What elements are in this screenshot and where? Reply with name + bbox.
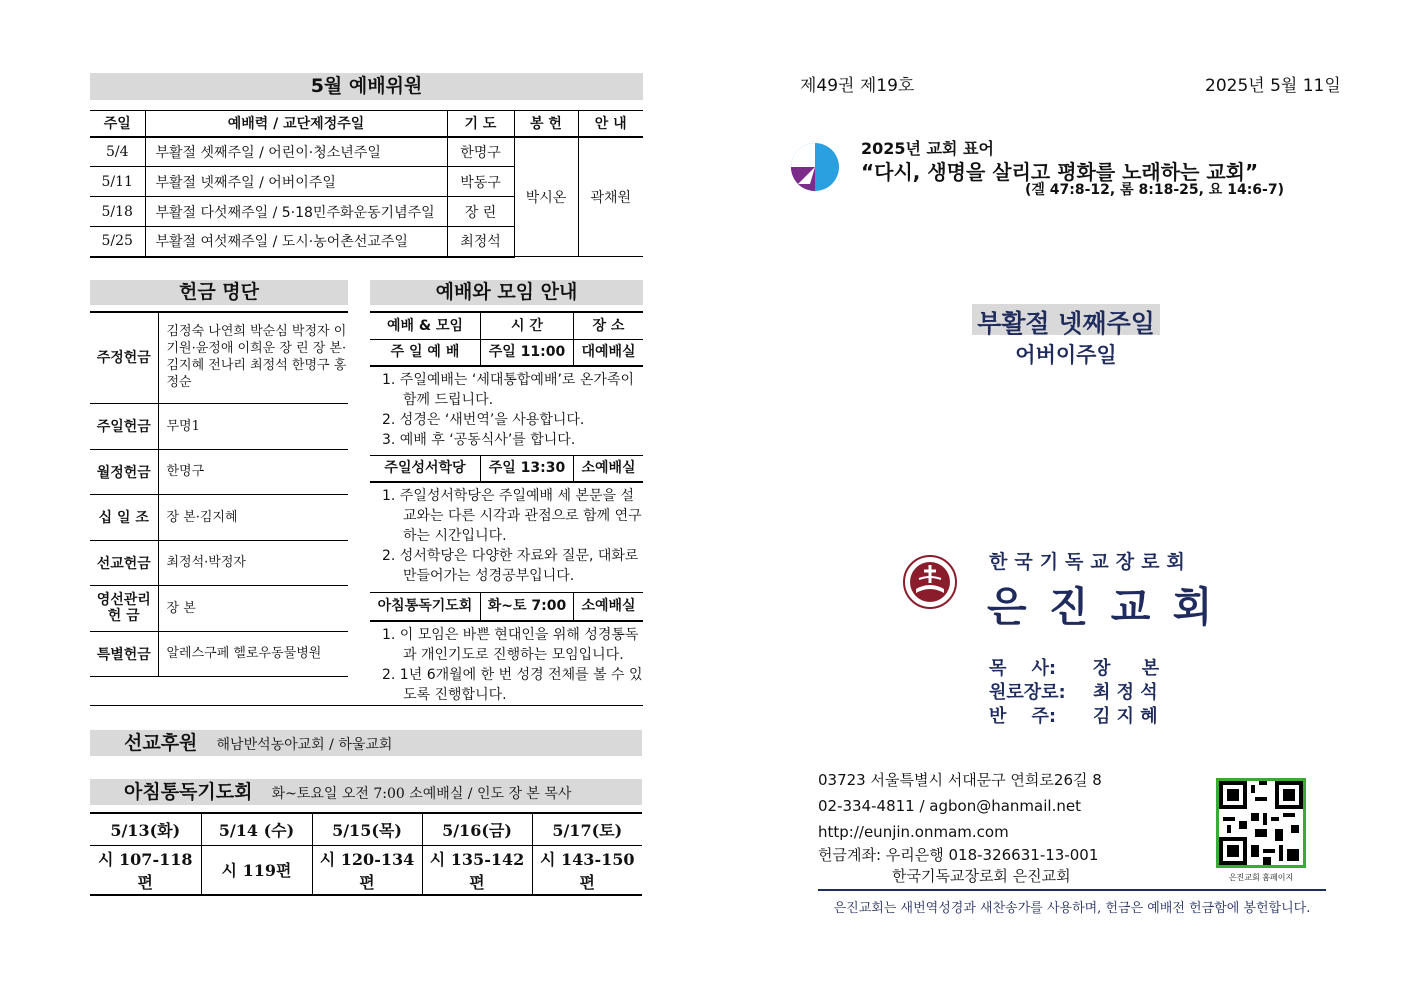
contact-block [818, 767, 1102, 887]
table-row [90, 403, 348, 449]
list-item: 1. 주일성서학당은 주일예배 세 본문을 설교와는 다른 시각과 관점으로 함께 연구하는 시간입니다. [382, 488, 642, 544]
row-service: 부활절 셋째주일 / 어린이·청소년주일 [145, 137, 447, 167]
offering-value: 최정석·박정자 [158, 540, 348, 585]
list-item: 1. 주일예배는 ‘세대통합예배’로 온가족이 함께 드립니다. [382, 372, 634, 408]
notes-morning [370, 622, 643, 705]
row-prayer: 한명구 [447, 137, 514, 167]
staff-role: 원로장로: [989, 682, 1066, 703]
col-header-offering: 봉 헌 [514, 111, 578, 137]
reading-day: 5/16(금) [422, 813, 532, 845]
row-date: 5/25 [90, 227, 145, 257]
reading-day: 5/17(토) [532, 813, 642, 845]
list-item: 2. 성서학당은 다양한 자료와 질문, 대화로 만들어가는 성경공부입니다. [382, 548, 639, 584]
offering-value: 한명구 [158, 449, 348, 494]
row-prayer: 최정석 [447, 227, 514, 257]
notes-bible [370, 483, 643, 593]
offering-person-cell: 박시온 [514, 137, 578, 257]
meeting-place: 소예배실 [573, 456, 643, 481]
motto-reference: (겔 47:8-12, 롬 8:18-25, 요 14:6-7) [1025, 182, 1284, 198]
staff-row [989, 657, 1159, 681]
offering-value: 김정숙 나연희 박순심 박정자 이기원·윤정애 이희운 장 린 장 본·김지혜 전나리 최정석 한명구 홍정순 [158, 312, 348, 403]
reading-passage: 시 120-134편 [312, 845, 422, 895]
schedule-row-morning [370, 593, 643, 622]
staff-row [989, 705, 1159, 729]
offering-value: 장 본 [158, 585, 348, 631]
table-row [90, 631, 348, 676]
row-prayer: 장 린 [447, 197, 514, 227]
issue-date: 2025년 5월 11일 [1205, 76, 1341, 96]
reading-passage: 시 107-118편 [90, 845, 201, 895]
motto-text: “다시, 생명을 살리고 평화를 노래하는 교회” [861, 160, 1259, 184]
table-row [90, 449, 348, 494]
list-item: 2. 성경은 ‘새번역’을 사용합니다. [382, 412, 585, 428]
motto-icon [790, 142, 840, 192]
motto-label: 2025년 교회 표어 [861, 139, 994, 158]
mission-title: 선교후원 [124, 732, 198, 754]
denomination: 한국기독교장로회 [989, 551, 1192, 573]
row-prayer: 박동구 [447, 167, 514, 197]
volume-number: 제49권 제19호 [800, 76, 915, 96]
offering-label: 월정헌금 [90, 449, 158, 494]
col-header-prayer: 기 도 [447, 111, 514, 137]
row-service: 부활절 다섯째주일 / 5·18민주화운동기념주일 [145, 197, 447, 227]
row-service: 부활절 넷째주일 / 어버이주일 [145, 167, 447, 197]
offering-value: 장 본·김지혜 [158, 494, 348, 540]
schedule-header [370, 311, 643, 340]
meeting-time: 화~토 7:00 [480, 593, 573, 620]
footer-note: 은진교회는 새번역성경과 새찬송가를 사용하며, 헌금은 예배전 헌금함에 봉헌합니다. [833, 901, 1311, 916]
offering-label: 주일헌금 [90, 403, 158, 449]
meeting-name: 주일성서학당 [384, 460, 466, 476]
col-header-usher: 안 내 [578, 111, 643, 137]
account: 헌금계좌: 우리은행 018-326631-13-001 [818, 846, 1099, 864]
table-row [90, 494, 348, 540]
account-holder: 한국기독교장로회 은진교회 [892, 867, 1071, 885]
table-row [90, 813, 642, 845]
row-date: 5/11 [90, 167, 145, 197]
schedule-row-sunday [370, 340, 643, 367]
usher-cell: 곽채원 [578, 137, 643, 257]
footer-rule [818, 889, 1326, 891]
morning-prayer-bar [90, 779, 642, 805]
offering-label: 주정헌금 [90, 312, 158, 403]
worship-committee-title: 5월 예배위원 [90, 73, 643, 100]
sunday-subtitle: 어버이주일 [1015, 343, 1117, 367]
list-item: 1. 이 모임은 바쁜 현대인을 위해 성경통독과 개인기도로 진행하는 모임입니다. [382, 627, 639, 663]
col-header-service: 예배력 / 교단제정주일 [145, 111, 447, 137]
address: 03723 서울특별시 서대문구 연희로26길 8 [818, 771, 1102, 789]
offering-label: 선교헌금 [90, 540, 158, 585]
offering-value: 알레스구페 헬로우동물병원 [158, 631, 348, 676]
col-header-meeting: 예배 & 모임 [386, 318, 464, 334]
meeting-name: 아침통독기도회 [377, 598, 473, 614]
list-item: 3. 예배 후 ‘공동식사’를 합니다. [382, 432, 576, 448]
table-row [90, 137, 643, 167]
qr-caption: 은진교회 홈페이지 [1228, 873, 1294, 882]
row-date: 5/4 [90, 137, 145, 167]
reading-day: 5/13(화) [90, 813, 201, 845]
worship-committee-table [90, 110, 643, 258]
reading-passage: 시 119편 [201, 845, 312, 895]
schedule-title: 예배와 모임 안내 [370, 280, 643, 305]
staff-name: 김 지 혜 [1093, 706, 1158, 727]
table-header-row [90, 111, 643, 137]
row-date: 5/18 [90, 197, 145, 227]
meeting-place: 소예배실 [573, 593, 643, 620]
mission-value: 해남반석농아교회 / 하울교회 [216, 737, 393, 753]
meeting-place: 대예배실 [573, 340, 643, 365]
offering-label: 특별헌금 [90, 631, 158, 676]
morning-prayer-title: 아침통독기도회 [124, 781, 253, 803]
staff-name: 최 정 석 [1093, 682, 1158, 703]
phone-email: 02-334-4811 / agbon@hanmail.net [818, 797, 1081, 815]
offering-title: 헌금 명단 [90, 280, 348, 305]
offering-table [90, 312, 348, 677]
reading-passage: 시 143-150편 [532, 845, 642, 895]
table-row [90, 845, 642, 895]
table-row [90, 312, 348, 403]
meeting-time: 주일 13:30 [480, 456, 573, 481]
reading-day: 5/14 (수) [201, 813, 312, 845]
meeting-time: 주일 11:00 [480, 340, 573, 365]
offering-label: 십 일 조 [90, 494, 158, 540]
offering-label: 영선관리 헌 금 [90, 585, 158, 631]
sunday-title: 부활절 넷째주일 [977, 309, 1155, 338]
offering-value: 무명1 [158, 403, 348, 449]
church-logo [903, 555, 957, 609]
staff-role: 목 사: [989, 658, 1057, 679]
reading-day: 5/15(목) [312, 813, 422, 845]
staff-role: 반 주: [989, 706, 1057, 727]
qr-code[interactable] [1216, 778, 1306, 868]
col-header-place: 장 소 [573, 313, 643, 339]
staff-name: 장 본 [1093, 658, 1160, 679]
schedule-block [370, 311, 643, 705]
table-row [90, 540, 348, 585]
list-item: 2. 1년 6개월에 한 번 성경 전체를 볼 수 있도록 진행합니다. [382, 667, 643, 703]
morning-prayer-info: 화~토요일 오전 7:00 소예배실 / 인도 장 본 목사 [271, 786, 572, 802]
reading-table [90, 812, 642, 896]
row-service: 부활절 여섯째주일 / 도시·농어촌선교주일 [145, 227, 447, 257]
website-link[interactable]: http://eunjin.onmam.com [818, 823, 1009, 841]
col-header-date: 주일 [90, 111, 145, 137]
mission-bar [90, 730, 642, 756]
table-row [90, 585, 348, 631]
staff-row [989, 681, 1159, 705]
meeting-name: 주 일 예 배 [390, 344, 460, 360]
schedule-row-bible [370, 456, 643, 483]
church-name: 은 진 교 회 [987, 583, 1217, 631]
col-header-time: 시 간 [480, 313, 573, 339]
staff-list [989, 657, 1159, 729]
reading-passage: 시 135-142편 [422, 845, 532, 895]
left-bottom-rule [90, 705, 643, 706]
notes-sunday [370, 367, 643, 456]
